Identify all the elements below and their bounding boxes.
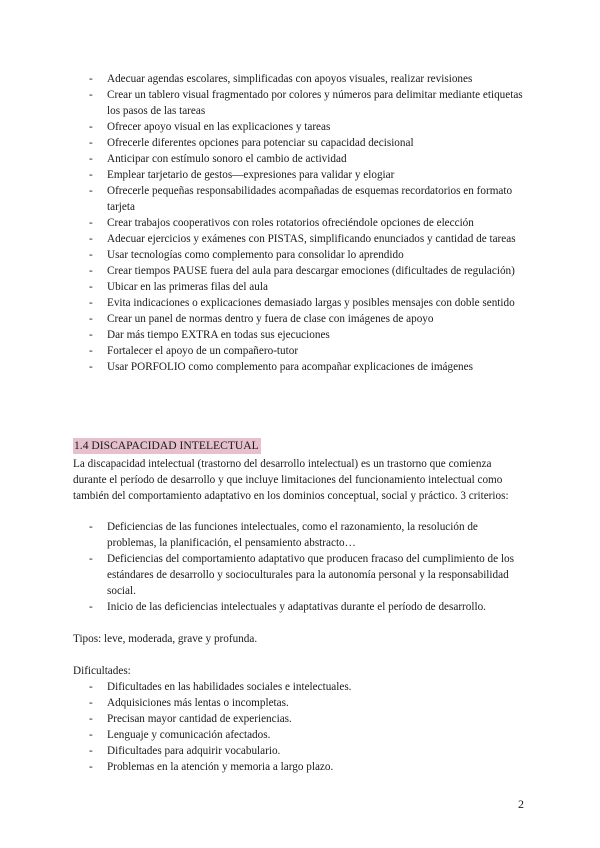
difficulties-heading: Dificultades: — [73, 665, 131, 677]
list-item: - Crear un panel de normas dentro y fuera de clase con imágenes de apoyo — [74, 311, 524, 327]
strategies-list — [74, 71, 524, 375]
difficulties-list — [74, 679, 524, 775]
list-item: - Ofrecer apoyo visual en las explicaciones y tareas — [74, 119, 524, 135]
page-number: 2 — [518, 797, 524, 811]
list-item: - Fortalecer el apoyo de un compañero-tutor — [74, 343, 524, 359]
list-item: - Crear trabajos cooperativos con roles rotatorios ofreciéndole opciones de elección — [74, 215, 524, 231]
types-line: Tipos: leve, moderada, grave y profunda. — [73, 633, 258, 645]
list-item: - Dificultades para adquirir vocabulario. — [74, 743, 524, 759]
list-item: - Evita indicaciones o explicaciones demasiado largas y posibles mensajes con doble sentido — [74, 295, 524, 311]
list-item: - Crear un tablero visual fragmentado por colores y números para delimitar mediante etiquetas los pasos de las tareas — [74, 87, 524, 119]
list-item: - Anticipar con estímulo sonoro el cambio de actividad — [74, 151, 524, 167]
section-heading: 1.4 DISCAPACIDAD INTELECTUAL — [74, 439, 259, 452]
list-item: - Precisan mayor cantidad de experiencias. — [74, 711, 524, 727]
criteria-list — [74, 519, 524, 615]
list-item: - Dificultades en las habilidades sociales e intelectuales. — [74, 679, 524, 695]
list-item: - Adecuar agendas escolares, simplificadas con apoyos visuales, realizar revisiones — [74, 71, 524, 87]
list-item: - Ofrecerle pequeñas responsabilidades acompañadas de esquemas recordatorios en formato tarjeta — [74, 183, 524, 215]
list-item: - Deficiencias del comportamiento adaptativo que producen fracaso del cumplimiento de los estándares de desarrollo y socioculturales para la autonomía personal y la responsabilidad social. — [74, 551, 524, 599]
list-item: - Crear tiempos PAUSE fuera del aula para descargar emociones (dificultades de regulación) — [74, 263, 524, 279]
list-item: - Deficiencias de las funciones intelectuales, como el razonamiento, la resolución de problemas, la planificación, el pensamiento abstracto… — [74, 519, 524, 551]
list-item: - Problemas en la atención y memoria a largo plazo. — [74, 759, 524, 775]
list-item: - Inicio de las deficiencias intelectuales y adaptativas durante el período de desarrollo. — [74, 599, 524, 615]
list-item: - Ubicar en las primeras filas del aula — [74, 279, 524, 295]
list-item: - Usar PORFOLIO como complemento para acompañar explicaciones de imágenes — [74, 359, 524, 375]
list-item: - Dar más tiempo EXTRA en todas sus ejecuciones — [74, 327, 524, 343]
intro-paragraph: La discapacidad intelectual (trastorno del desarrollo intelectual) es un trastorno que comienza durante el período de desarrollo y que incluye limitaciones del funcionamiento intelectual como también del comportamiento adaptativo en los dominios conceptual, social y práctico. 3 criterios: — [73, 458, 509, 502]
list-item: - Usar tecnologías como complemento para consolidar lo aprendido — [74, 247, 524, 263]
list-item: - Adquisiciones más lentas o incompletas. — [74, 695, 524, 711]
list-item: - Adecuar ejercicios y exámenes con PISTAS, simplificando enunciados y cantidad de tareas — [74, 231, 524, 247]
list-item: - Lenguaje y comunicación afectados. — [74, 727, 524, 743]
list-item: - Emplear tarjetario de gestos—expresiones para validar y elogiar — [74, 167, 524, 183]
list-item: - Ofrecerle diferentes opciones para potenciar su capacidad decisional — [74, 135, 524, 151]
